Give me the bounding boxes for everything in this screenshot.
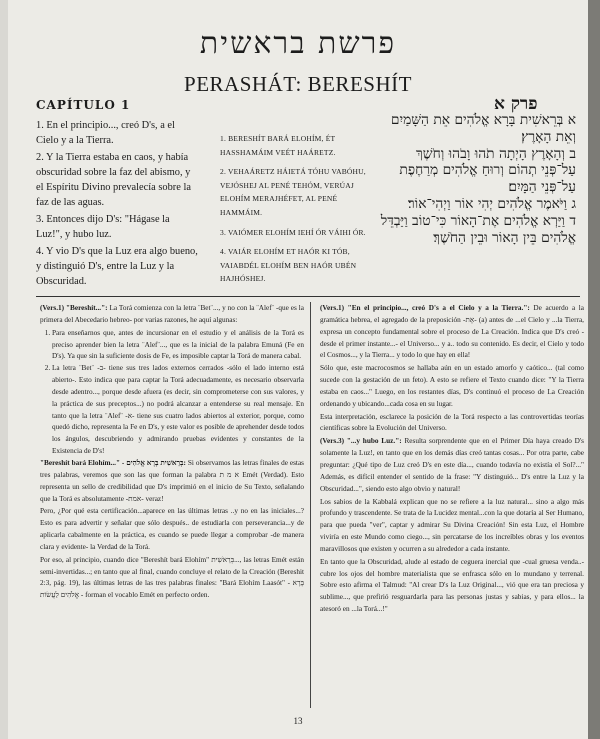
commentary-list <box>40 328 304 458</box>
commentary-left-column <box>40 303 304 603</box>
verse-translit-2: 2. VEHAÁRETZ HÁIETÁ TÓHU VABÓHU, VEJÓSHEJ AL PENÉ TEHÓM, VERÚAJ ELOHÍM MERAJHÉFET, AL PENÉ HAMMÁIM. <box>220 167 366 217</box>
commentary-paragraph: Por eso, al principio, cuando dice "Bereshít bará Elohím" בְּרֵאשִׁית..., las letras Emét están semi-invertidas...; en tanto que al final, cuando concluye el relato de la Creación (Bereshit 2:3, pág. 19), las últimas letras de las tres palabras finales: "Bará Elohím Laasót" - בָּרָא אֱלֹהִים לַעֲשׂוֹת - forman el vocablo Emét en perfecto orden. <box>40 555 304 600</box>
book-page <box>8 0 588 739</box>
hebrew-chapter-label: פרק א <box>494 94 538 114</box>
hebrew-portion-title: פרשת בראשית <box>199 26 397 61</box>
commentary-paragraph: Pero, ¿Por qué esta certificación...aparece en las últimas letras ..y no en las iniciales...? Esto es para advertir y señalar que sólo después.. de estudiarla con perseverancia...y de aplicarla cabalmente en la práctica, es cuando se puede llegar a comprobar -de manera clara y evidente- la Verdad de la Torá. <box>40 507 304 551</box>
commentary-heading: "Bereshít bará Elohím..." - בְּרֵאשִׁית בָּרָא אֱלֹהִים: <box>40 458 186 467</box>
commentary-paragraph: (Vers.1) "En el principio..., creó D's a el Cielo y a la Tierra.": De acuerdo a la gramática hebrea, el agregado de la preposición -אֶת- (a) antes de ...el Cielo y ...la Tierra, expresa un concepto fundamental sobre el proceso de La Creación. Indica que D's creó -desde el primer instante...- el Universo... y a.. todo su contenido. Es decir, el Cielo y todo el Cosmos..., y la Tierra... y todo lo que hay en ella! <box>320 304 584 360</box>
verse-es-4: 4. Y vio D's que la Luz era algo bueno, y distinguió D's, entre la Luz y la Obscuridad. <box>36 246 198 287</box>
commentary-heading: (Vers.1) "Bereshít...": <box>40 304 108 312</box>
commentary-heading: (Vers.3) "...y hubo Luz.": <box>320 437 402 446</box>
verse-es-3: 3. Entonces dijo D's: "Hágase la Luz!", y hubo luz. <box>36 214 170 240</box>
commentary-paragraph: Los sabios de la Kabbalá explican que no se refiere a la luz natural... sino a algo más profundo y trascendente. Se trata de la Lucidez mental...con la que dotaría al Ser Humano, para que pueda "ver", captar y admirar Su Divina Creación! Sin esta Luz, el Hombre viviría en este Mundo como ciego..., sin percatarse de los increíbles obras y los eventos maravillosos que existen y ocurren a su alrededor a cada instante. <box>320 497 584 553</box>
section-divider <box>36 296 580 297</box>
portion-title: PERASHÁT: BERESHÍT <box>184 72 412 96</box>
chapter-label: CAPÍTULO 1 <box>36 98 131 112</box>
verse-es-2: 2. Y la Tierra estaba en caos, y había obscuridad sobre la faz del abismo, y el Espíritu Divino prevalecía sobre la faz de las aguas. <box>36 152 191 208</box>
page-edge-shadow <box>588 0 600 739</box>
commentary-heading: (Vers.1) "En el principio..., creó D's a el Cielo y a la Tierra.": <box>320 304 530 312</box>
commentary-paragraph: (Vers.1) "Bereshít...": La Torá comienza con la letra ¨Bet¨..., y no con la ¨Alef¨ -que es la primera del Abecedario hebreo- por varias razones, he aquí algunas: <box>40 304 304 324</box>
commentary-paragraph: En tanto que la Obscuridad, alude al estado de ceguera inercial que -cual gruesa venda..- cubre los ojos del hombre materialista que se enfrasca sólo en lo mundano y terrenal. Sobre esto afirma el Talmud: "Al crear D's la Luz Original..., vió que era tan preciosa y sublime..., que prefirió resguardarla para las personas justas y sabias, y para ellos... la atesoró en ...la Torá...!" <box>320 557 584 614</box>
hebrew-verses-column <box>380 112 576 246</box>
commentary-list-item: 1. Para enseñarnos que, antes de incursionar en el estudio y el análisis de la Torá es preciso aprender bien la letra ¨Alef¨..., que es la inicial de la palabra Emuná (Fe en D's). Ya que sin la suficiente dosis de Fe, es imposible captar la Torá de manera cabal. <box>52 328 304 364</box>
commentary-paragraph: Sólo que, este macrocosmos se hallaba aún en un estado amorfo y caótico... (tal como sucede con la gestación de un feto). A esto se refiere el Texto cuando dice: "Y la Tierra estaba en caos..." Luego, en los restantes días, D's continuó el proceso de La Creación ordenando y ubicando...cada cosa en su lugar. <box>320 364 584 408</box>
spanish-verses-column <box>36 118 198 291</box>
commentary-list-item: 2. La letra ¨Bet¨ -ב- tiene sus tres lados externos cerrados -sólo el lado interno está abierto-. Esto indica que para captar la Torá adecuadamente, es necesario observarla desde adentro..., porque desde afuera (es decir, sin comprometerse con sus valores, y la práctica de sus preceptos...) no podrá alcanzar a entenderse su real mensaje. En tanto que la letra ¨Alef¨ -א- tiene sus cuatro lados abiertos al exterior, porque, como quedó dicho, representa la Fe en D's, y este valor es posible de aprehender desde todos los ángulos, descubriendo y admirando pruebas evidentes y constantes de la Existencia de D's! <box>52 363 304 458</box>
page-number: 13 <box>293 716 303 726</box>
verse-he-2: ב וְהָאָרֶץ הָיְתָה תֹהוּ וָבֹהוּ וְחֹשֶׁךְ עַל־פְּנֵי תְהוֹם וְרוּחַ אֱלֹהִים מְרַחֶפֶת עַל־פְּנֵי הַמָּיִם׃ <box>399 145 576 196</box>
transliteration-column <box>220 132 370 292</box>
commentary-paragraph: Esta interpretación, esclarece la posición de la Torá respecto a las controvertidas teorías científicas sobre la Evolución del Universo. <box>320 412 584 433</box>
verse-translit-3: 3. VAIÓMER ELOHÍM IEHÍ ÓR VÁIHI ÓR. <box>220 227 366 237</box>
verse-he-3: ג וַיֹּאמֶר אֱלֹהִים יְהִי אוֹר וַיְהִי־אוֹר׃ <box>407 195 576 212</box>
verse-es-1: 1. En el principio..., creó D's, a el Cielo y a la Tierra. <box>36 120 175 146</box>
verse-he-4: ד וַיַּרְא אֱלֹהִים אֶת־הָאוֹר כִּי־טוֹב וַיַּבְדֵּל אֱלֹהִים בֵּין הָאוֹר וּבֵין הַחֹשֶׁךְ׃ <box>380 212 576 246</box>
commentary-right-column <box>320 303 584 617</box>
verse-translit-1: 1. BERESHÍT BARÁ ELOHÍM, ÉT HASSHAMÁIM VEÉT HAÁRETZ. <box>220 134 336 157</box>
commentary-paragraph: (Vers.3) "...y hubo Luz.": Resulta sorprendente que en el Primer Día haya creado D's solamente la Luz!, en tanto que en los demás días creó tantas cosas... Por otra parte, cabe preguntar: ¿Qué tipo de Luz creó D's en este día..., cuando todavía no existía el Sol?..." Además, es difícil entender el sentido de la frase: "Y distinguió... D's entre la Luz y la Obscuridad...", siendo esto algo obvio y natural! <box>320 437 584 493</box>
commentary-paragraph: "Bereshít bará Elohím..." - בְּרֵאשִׁית בָּרָא אֱלֹהִים: Si observamos las letras finales de estas tres palabras, veremos que son las que forman la palabra א מ ת Emét (Verdad). Esto representa un sello de credibilidad que D's imprimió en el inicio de Su Texto, señalando que la Torá es absolutamente -אמת- veraz! <box>40 458 304 503</box>
verse-translit-4: 4. VAIÁR ELOHÍM ET HAÓR KI TÓB, VAIABDÉL ELOHÍM BEN HAÓR UBÉN HAJHÓSHEJ. <box>220 247 357 284</box>
verse-he-1: א בְּרֵאשִׁית בָּרָא אֱלֹהִים אֵת הַשָּׁמַיִם וְאֵת הָאָרֶץ׃ <box>390 112 576 145</box>
column-divider <box>310 302 311 708</box>
